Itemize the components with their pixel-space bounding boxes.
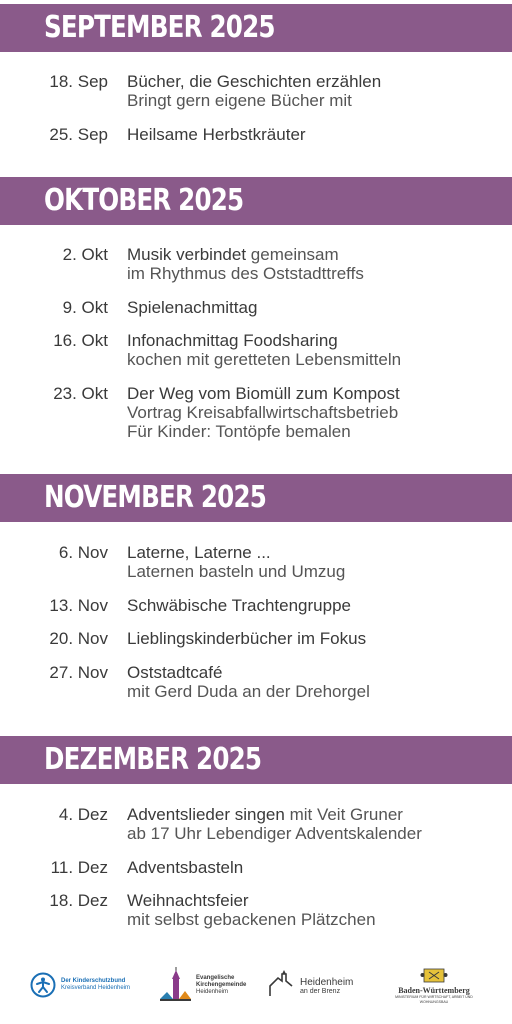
month-header-dezember	[0, 736, 512, 784]
heidenheim-sub: an der Brenz	[300, 988, 341, 995]
month-title: SEPTEMBER 2025	[44, 10, 275, 45]
bw-logo	[384, 966, 484, 1006]
month-header-september	[0, 4, 512, 52]
event-date: 11. Dez	[50, 858, 108, 877]
bw-ministry: MINISTERIUM FÜR WIRTSCHAFT, ARBEIT UND WOHNUNGSBAU	[395, 995, 473, 1004]
church-icon	[158, 965, 192, 1003]
event-date: 4. Dez	[58, 805, 108, 824]
event-title: Adventsbasteln	[127, 858, 244, 877]
event-title: Spielenachmittag	[127, 298, 258, 317]
event-detail: im Rhythmus des Oststadttreffs	[127, 264, 364, 283]
heidenheim-name: Heidenheim	[300, 977, 354, 988]
month-title: OKTOBER 2025	[44, 183, 244, 218]
month-header-oktober	[0, 177, 512, 225]
event-date: 13. Nov	[49, 596, 108, 615]
event-detail: mit selbst gebackenen Plätzchen	[127, 910, 376, 929]
kinderschutzbund-logo	[30, 972, 130, 1000]
event-title: Der Weg vom Biomüll zum Kompost	[127, 384, 400, 403]
event-title-suffix: gemeinsam	[250, 245, 339, 264]
event-detail: Für Kinder: Tontöpfe bemalen	[127, 422, 351, 441]
castle-icon	[268, 968, 298, 998]
event-date: 25. Sep	[49, 125, 108, 144]
heidenheim-logo	[268, 968, 364, 1002]
event-date: 6. Nov	[58, 543, 108, 562]
kirche-line3: Heidenheim	[196, 989, 229, 995]
event-date: 2. Okt	[62, 245, 108, 264]
event-title-suffix: mit Veit Gruner	[289, 805, 403, 824]
event-date: 18. Sep	[49, 72, 108, 91]
month-header-november	[0, 474, 512, 522]
event-detail: ab 17 Uhr Lebendiger Adventskalender	[127, 824, 422, 843]
kirche-line2: Kirchengemeinde	[196, 982, 247, 988]
event-detail: mit Gerd Duda an der Drehorgel	[127, 682, 370, 701]
event-date: 16. Okt	[53, 331, 108, 350]
event-title: Weihnachtsfeier	[127, 891, 249, 910]
event-title: Laterne, Laterne ...	[127, 543, 271, 562]
event-detail: Bringt gern eigene Bücher mit	[127, 91, 352, 110]
kinderschutzbund-icon	[30, 972, 56, 998]
kirchengemeinde-logo	[158, 965, 248, 1003]
event-title: Lieblingskinderbücher im Fokus	[127, 629, 367, 648]
event-date: 18. Dez	[49, 891, 108, 910]
event-title: Bücher, die Geschichten erzählen	[127, 72, 382, 91]
event-title: Heilsame Herbstkräuter	[127, 125, 306, 144]
event-date: 20. Nov	[49, 629, 108, 648]
kirche-line1: Evangelische	[196, 975, 235, 981]
event-detail: Laternen basteln und Umzug	[127, 562, 346, 581]
kinderschutzbund-sub: Kreisverband Heidenheim	[61, 985, 131, 991]
event-title: Infonachmittag Foodsharing	[127, 331, 338, 350]
event-title: Adventslieder singen	[127, 805, 285, 824]
bw-name: Baden-Württemberg	[398, 986, 470, 995]
event-title: Schwäbische Trachtengruppe	[127, 596, 351, 615]
sponsor-logos	[0, 962, 512, 1012]
event-date: 23. Okt	[53, 384, 108, 403]
month-title: DEZEMBER 2025	[44, 742, 262, 777]
event-title: Oststadtcafé	[127, 663, 223, 682]
event-detail: Vortrag Kreisabfallwirtschaftsbetrieb	[127, 403, 399, 422]
event-date: 9. Okt	[62, 298, 108, 317]
month-title: NOVEMBER 2025	[44, 480, 267, 515]
bw-crest-icon	[420, 966, 448, 984]
event-title: Musik verbindet	[127, 245, 247, 264]
event-date: 27. Nov	[49, 663, 108, 682]
event-detail: kochen mit geretteten Lebensmitteln	[127, 350, 402, 369]
kinderschutzbund-name: Der Kinderschutzbund	[61, 978, 126, 984]
